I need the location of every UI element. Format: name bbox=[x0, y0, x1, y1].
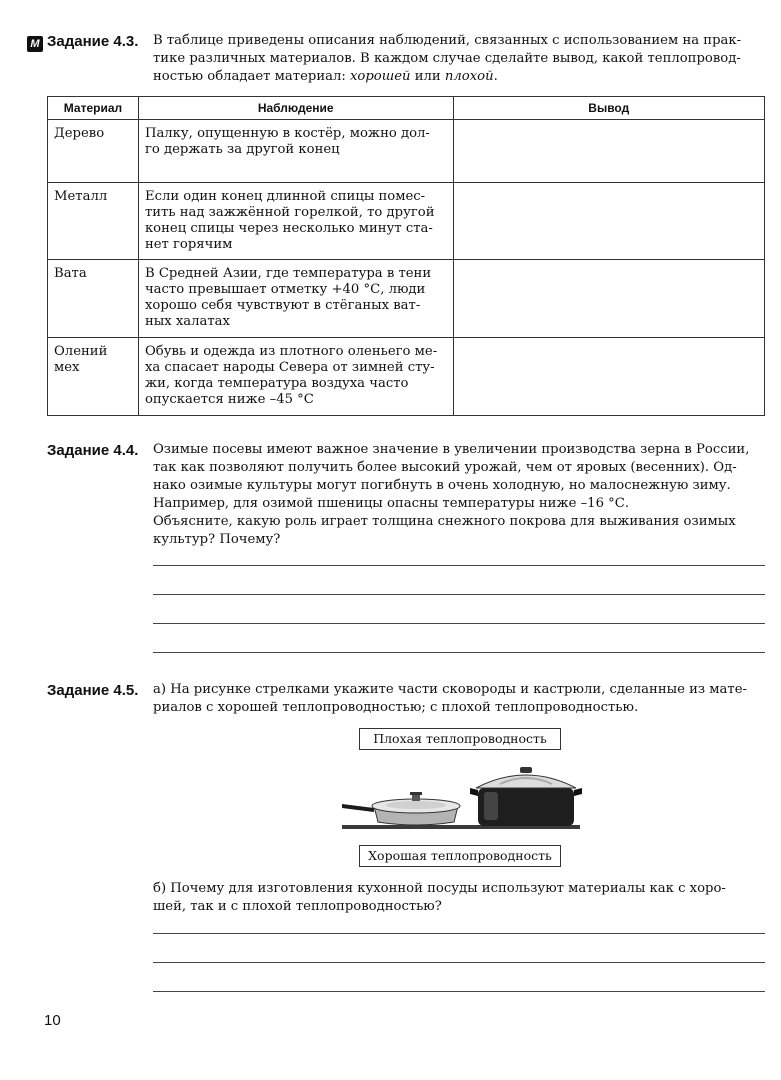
task-4-4-label: Задание 4.4. bbox=[47, 442, 139, 459]
task-4-5-line: а) На рисунке стрелками укажите части сковороды и кастрюли, сделанные из мате- bbox=[153, 682, 747, 697]
task-4-3-label: Задание 4.3. bbox=[47, 33, 139, 50]
pan-handle bbox=[342, 804, 374, 812]
answer-line[interactable] bbox=[153, 594, 765, 595]
answer-line[interactable] bbox=[153, 652, 765, 653]
material-cell: Металл bbox=[48, 183, 139, 260]
conclusion-cell[interactable] bbox=[453, 183, 764, 260]
answer-line[interactable] bbox=[153, 623, 765, 624]
observations-table bbox=[47, 96, 765, 416]
methodology-badge-icon: М bbox=[27, 36, 43, 52]
task-4-4-line: Озимые посевы имеют важное значение в увеличении производства зерна в России, bbox=[153, 442, 750, 457]
label-good-conductivity[interactable]: Хорошая теплопроводность bbox=[359, 845, 561, 867]
header-material: Материал bbox=[48, 97, 139, 120]
table-row bbox=[48, 338, 765, 416]
conclusion-cell[interactable] bbox=[453, 260, 764, 338]
task-4-4-line: так как позволяют получить более высокий урожай, чем от яровых (весенних). Од- bbox=[153, 460, 737, 475]
task-4-3-line: В таблице приведены описания наблюдений, связанных с использованием на прак- bbox=[153, 33, 742, 48]
task-4-5-line: риалов с хорошей теплопроводностью; с плохой теплопроводностью. bbox=[153, 700, 639, 715]
table-row bbox=[48, 120, 765, 183]
task-4-3-line: ностью обладает материал: хорошей или плохой. bbox=[153, 69, 498, 84]
task-4-5-line: шей, так и с плохой теплопроводностью? bbox=[153, 899, 442, 914]
label-bad-conductivity[interactable]: Плохая теплопроводность bbox=[359, 728, 561, 750]
header-observation: Наблюдение bbox=[138, 97, 453, 120]
observation-cell: Палку, опущенную в костёр, можно дол- го держать за другой конец bbox=[138, 120, 453, 183]
observation-cell: В Средней Азии, где температура в тени часто превышает отметку +40 °С, люди хорошо себя чувствуют в стёганых ват- ных халатах bbox=[138, 260, 453, 338]
task-4-4-line: Например, для озимой пшеницы опасны температуры ниже –16 °С. bbox=[153, 496, 630, 511]
answer-line[interactable] bbox=[153, 991, 765, 992]
table-row bbox=[48, 183, 765, 260]
table-row bbox=[48, 260, 765, 338]
observation-cell: Если один конец длинной спицы помес- тить над зажжённой горелкой, то другой конец спицы через несколько минут ста- нет горячим bbox=[138, 183, 453, 260]
task-4-5-b-text bbox=[153, 880, 765, 916]
pan-lid-knob bbox=[412, 794, 420, 801]
task-4-4-line: Объясните, какую роль играет толщина снежного покрова для выживания озимых bbox=[153, 514, 736, 529]
conclusion-cell[interactable] bbox=[453, 120, 764, 183]
pot-handle-left bbox=[470, 788, 478, 796]
answer-line[interactable] bbox=[153, 565, 765, 566]
task-4-5-line: б) Почему для изготовления кухонной посуды используют материалы как с хоро- bbox=[153, 881, 726, 896]
observation-cell: Обувь и одежда из плотного оленьего ме- ха спасает народы Севера от зимней сту- жи, когда температура воздуха часто опускается ниже –45 °С bbox=[138, 338, 453, 416]
frying-pan-icon bbox=[342, 792, 460, 825]
material-cell: Олений мех bbox=[48, 338, 139, 416]
pot-lid bbox=[476, 775, 576, 788]
task-4-5-a-text bbox=[153, 681, 765, 717]
pot-icon bbox=[470, 767, 582, 826]
pot-handle-right bbox=[574, 788, 582, 796]
pot-lid-knob bbox=[520, 767, 532, 773]
material-cell: Вата bbox=[48, 260, 139, 338]
task-4-5-label: Задание 4.5. bbox=[47, 682, 139, 699]
task-4-3-text bbox=[153, 32, 763, 86]
header-conclusion: Вывод bbox=[453, 97, 764, 120]
cookware-illustration bbox=[330, 758, 585, 836]
answer-line[interactable] bbox=[153, 933, 765, 934]
conclusion-cell[interactable] bbox=[453, 338, 764, 416]
task-4-4-text bbox=[153, 441, 765, 549]
material-cell: Дерево bbox=[48, 120, 139, 183]
task-4-4-line: нако озимые культуры могут погибнуть в очень холодную, но малоснежную зиму. bbox=[153, 478, 731, 493]
page-number: 10 bbox=[44, 1012, 61, 1029]
task-4-4-line: культур? Почему? bbox=[153, 532, 281, 547]
answer-line[interactable] bbox=[153, 962, 765, 963]
table-header-row bbox=[48, 97, 765, 120]
task-4-3-line: тике различных материалов. В каждом случае сделайте вывод, какой теплопровод- bbox=[153, 51, 741, 66]
